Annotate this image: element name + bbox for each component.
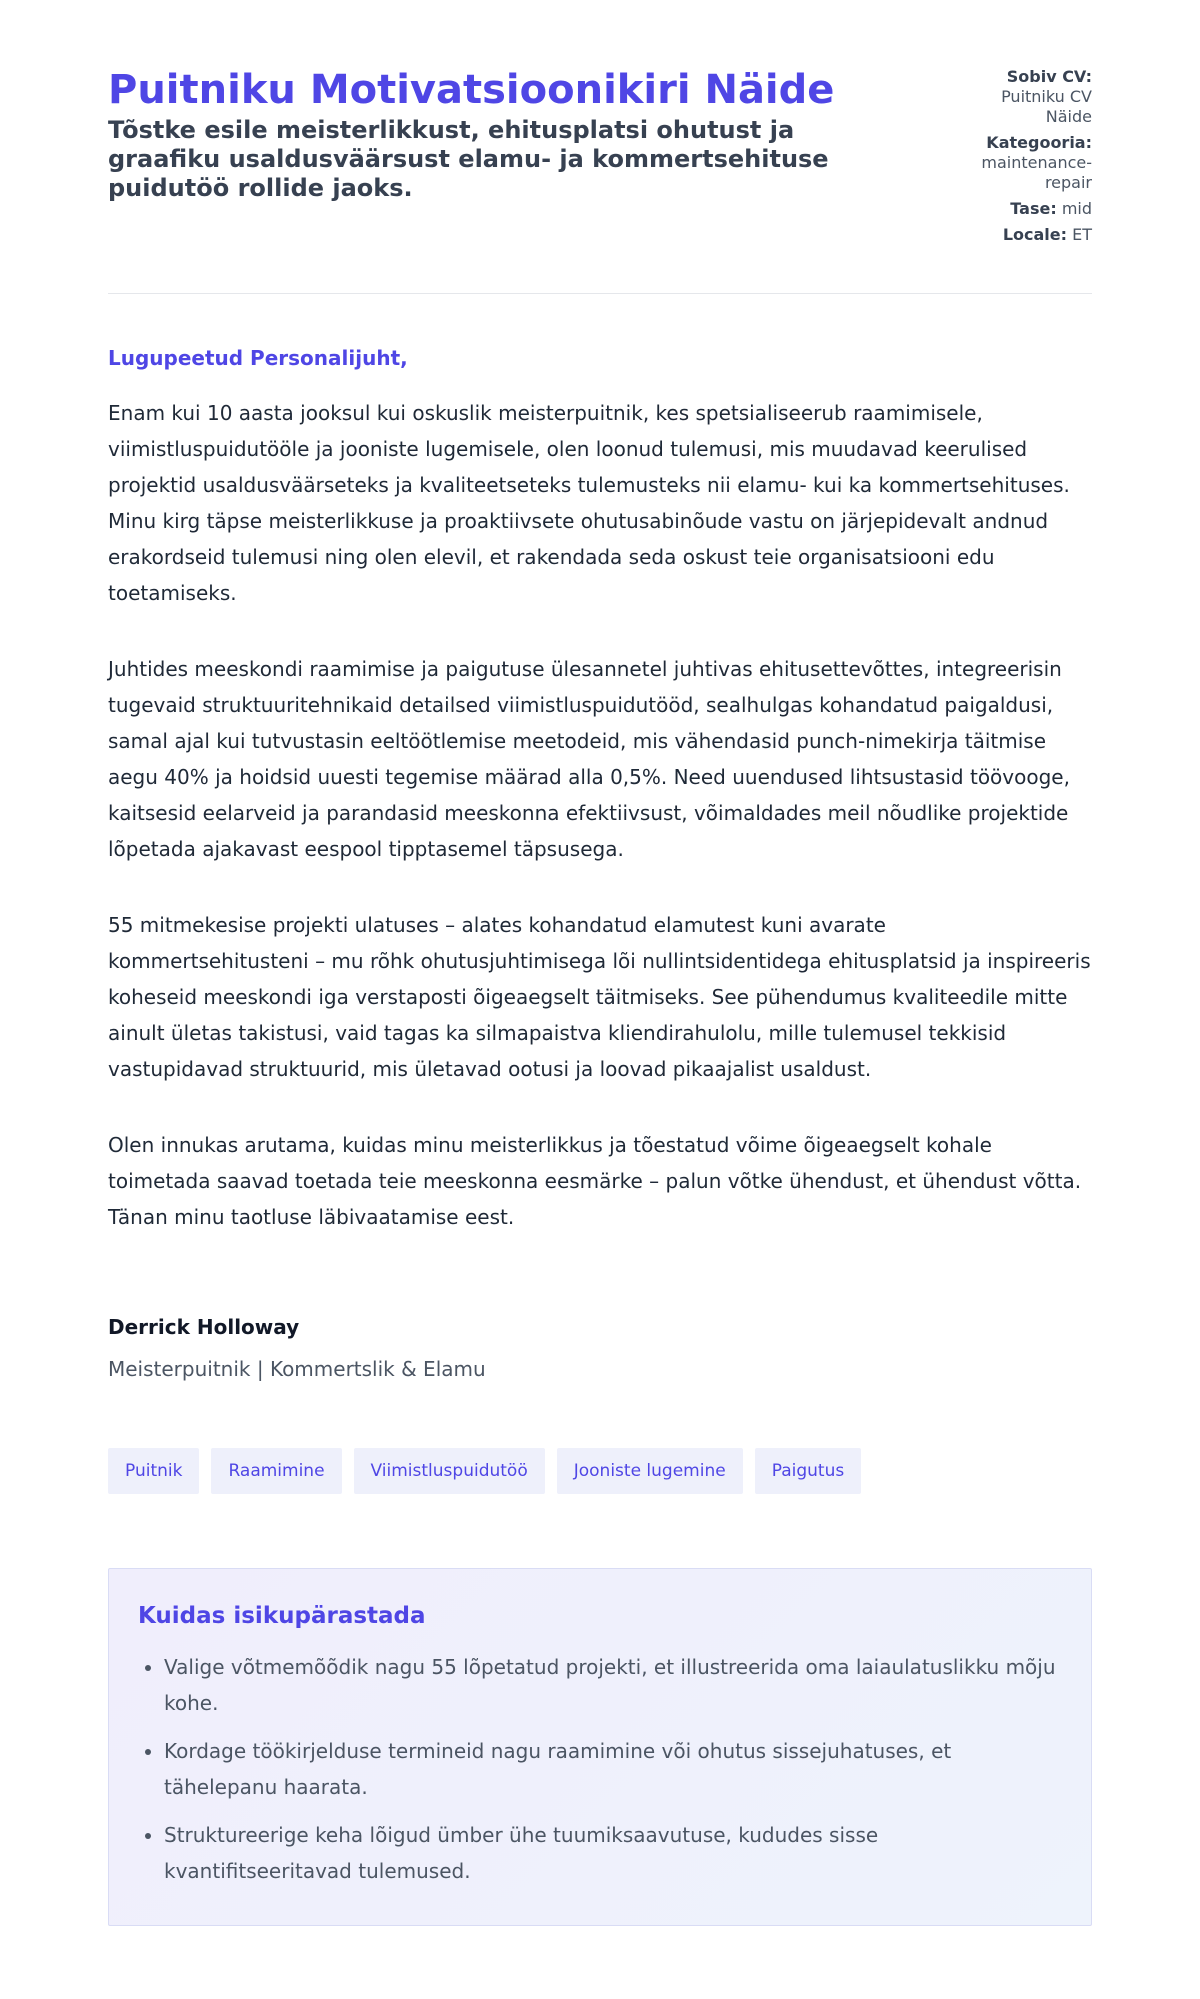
- signature-name: Derrick Holloway: [108, 1315, 300, 1339]
- meta-panel: [962, 66, 1092, 251]
- meta-locale-value: ET: [1072, 225, 1092, 244]
- meta-cv-value: Puitniku CV Näide: [1001, 87, 1092, 126]
- tag-list: [108, 1448, 1092, 1494]
- meta-cv: [962, 67, 1092, 127]
- tag-viimistluspuidutoo[interactable]: Viimistluspuidutöö: [354, 1448, 545, 1494]
- letter-greeting: Lugupeetud Personalijuht,: [108, 346, 408, 370]
- letter-paragraph-1: Enam kui 10 aasta jooksul kui oskuslik meisterpuitnik, kes spetsialiseerub raamimisele, viimistluspuidutööle ja jooniste lugemisele, olen loonud tulemusi, mis muudavad keerulised projektid usaldusväärseteks ja kvaliteetseteks tulemusteks nii elamu- kui ka kommertsehituses. Minu kirg täpse meisterlikkuse ja proaktiivsete ohutusabinõude vastu on järjepidevalt andnud erakordseid tulemusi ning olen elevil, et rakendada seda oskust teie organisatsiooni edu toetamiseks.: [108, 401, 1070, 605]
- header-titles: [108, 66, 908, 203]
- tips-title: Kuidas isikupärastada: [138, 1603, 426, 1629]
- header-divider: [108, 293, 1092, 294]
- personalize-tips-box: [108, 1568, 1092, 1926]
- tag-paigutus[interactable]: Paigutus: [755, 1448, 862, 1494]
- tag-raamimine[interactable]: Raamimine: [211, 1448, 341, 1494]
- page-subtitle: Tõstke esile meisterlikkust, ehitusplatsi ohutust ja graafiku usaldusväärsust elamu- ja kommertsehituse puidutöö rollide jaoks.: [108, 116, 829, 202]
- tip-item: • Struktureerige keha lõigud ümber ühe tuumiksaavutuse, kududes sisse kvantifitseeritavad tulemused.: [164, 1817, 1062, 1889]
- tip-item: • Kordage töökirjelduse termineid nagu raamimine või ohutus sissejuhatuses, et tähelepanu haarata.: [164, 1733, 1062, 1805]
- meta-locale: [962, 225, 1092, 245]
- letter-paragraph-4: Olen innukas arutama, kuidas minu meisterlikkus ja tõestatud võime õigeaegselt kohale toimetada saavad toetada teie meeskonna eesmärke – palun võtke ühendust, et ühendust võtta. Tänan minu taotluse läbivaatamise eest.: [108, 1133, 1082, 1229]
- meta-level: [962, 199, 1092, 219]
- meta-cv-label: Sobiv CV:: [1006, 67, 1092, 86]
- letter-paragraph-3: 55 mitmekesise projekti ulatuses – alates kohandatud elamutest kuni avarate kommertsehitusteni – mu rõhk ohutusjuhtimisega lõi nullintsidentidega ehitusplatsid ja inspireeris koheseid meeskondi iga verstaposti õigeaegselt täitmiseks. See pühendumus kvaliteedile mitte ainult ületas takistusi, vaid tagas ka silmapaistva kliendirahulolu, mille tulemusel tekkisid vastupidavad struktuurid, mis ületavad ootusi ja loovad pikaajalist usaldust.: [108, 913, 1091, 1081]
- page-title: Puitniku Motivatsioonikiri Näide: [108, 67, 835, 113]
- meta-category-value: maintenance-repair: [981, 153, 1092, 192]
- meta-category-label: Kategooria:: [986, 133, 1092, 152]
- tips-list: [138, 1649, 1062, 1889]
- tip-item: • Valige võtmemõõdik nagu 55 lõpetatud projekti, et illustreerida oma laiaulatuslikku mõju kohe.: [164, 1649, 1062, 1721]
- meta-level-value: mid: [1061, 199, 1092, 218]
- tag-jooniste-lugemine[interactable]: Jooniste lugemine: [557, 1448, 743, 1494]
- letter-paragraph-2: Juhtides meeskondi raamimise ja paigutuse ülesannetel juhtivas ehitusettevõttes, integreerisin tugevaid struktuuritehnikaid detailsed viimistluspuidutööd, sealhulgas kohandatud paigaldusi, samal ajal kui tutvustasin eeltöötlemise meetodeid, mis vähendasid punch-nimekirja täitmise aegu 40% ja hoidsid uuesti tegemise määrad alla 0,5%. Need uuendused lihtsustasid töövooge, kaitsesid eelarveid ja parandasid meeskonna efektiivsust, võimaldades meil nõudlike projektide lõpetada ajakavast eespool tipptasemel täpsusega.: [108, 657, 1070, 861]
- letter-body: [108, 345, 1092, 1382]
- page-header: [108, 66, 1092, 251]
- meta-locale-label: Locale:: [1002, 225, 1068, 244]
- meta-level-label: Tase:: [1010, 199, 1057, 218]
- signature-title: Meisterpuitnik | Kommertslik & Elamu: [108, 1357, 486, 1381]
- meta-category: [962, 133, 1092, 193]
- tag-puitnik[interactable]: Puitnik: [108, 1448, 199, 1494]
